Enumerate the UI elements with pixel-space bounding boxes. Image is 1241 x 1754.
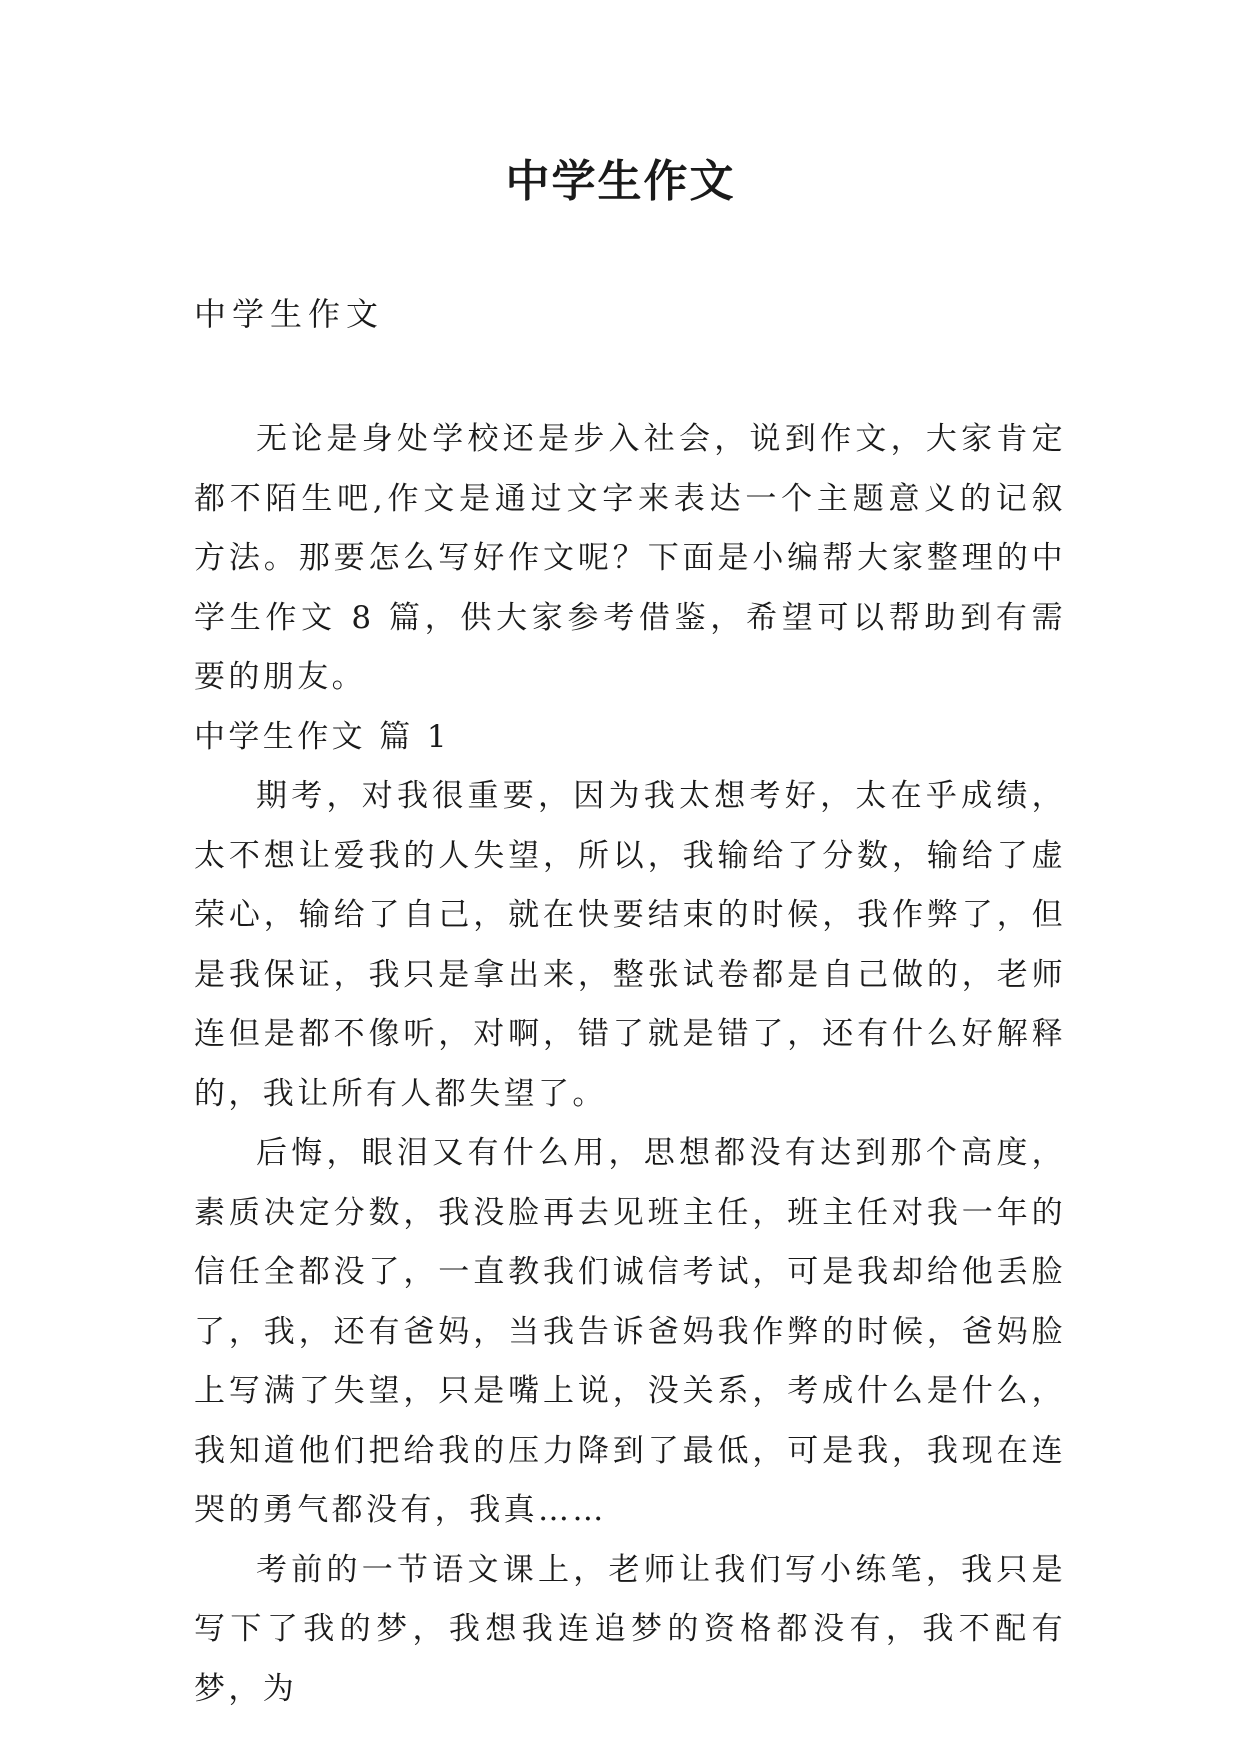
paragraph-intro: 无论是身处学校还是步入社会，说到作文，大家肯定都不陌生吧,作文是通过文字来表达一个主题意义的记叙方法。那要怎么写好作文呢？下面是小编帮大家整理的中学生作文 8 篇，供大家参考借鉴，希望可以帮助到有需要的朋友。: [194, 421, 1066, 695]
document-title: 中学生作文: [505, 156, 736, 207]
document-subtitle: 中学生作文: [194, 295, 385, 333]
paragraph: 后悔，眼泪又有什么用，思想都没有达到那个高度，素质决定分数，我没脸再去见班主任，班主任对我一年的信任全都没了，一直教我们诚信考试，可是我却给他丢脸了，我，还有爸妈，当我告诉爸妈我作弊的时候，爸妈脸上写满了失望，只是嘴上说，没关系，考成什么是什么，我知道他们把给我的压力降到了最低，可是我，我现在连哭的勇气都没有，我真……: [194, 1135, 1066, 1528]
document-body: [194, 410, 1066, 1719]
paragraph: 考前的一节语文课上，老师让我们写小练笔，我只是写下了我的梦，我想我连追梦的资格都没有，我不配有梦，为: [194, 1551, 1066, 1707]
paragraph: 期考，对我很重要，因为我太想考好，太在乎成绩，太不想让爱我的人失望，所以，我输给了分数，输给了虚荣心，输给了自己，就在快要结束的时候，我作弊了，但是我保证，我只是拿出来，整张试卷都是自己做的，老师连但是都不像听，对啊，错了就是错了，还有什么好解释的，我让所有人都失望了。: [194, 778, 1066, 1112]
section-heading: 中学生作文 篇 1: [194, 718, 451, 755]
